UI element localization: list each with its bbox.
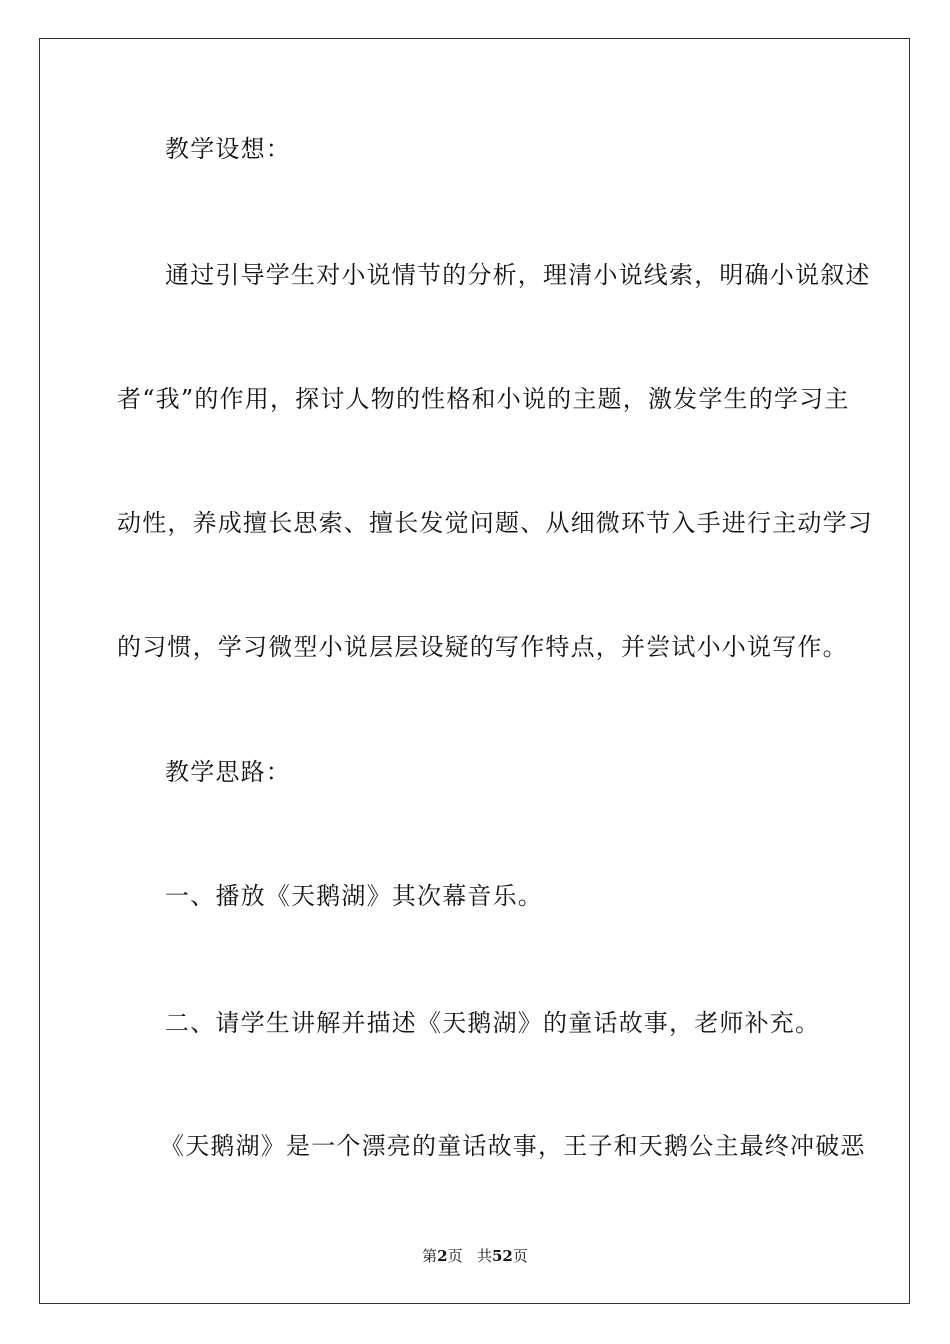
- paragraph-line: 的习惯，学习微型小说层层设疑的写作特点，并尝试小小说写作。: [117, 633, 848, 661]
- footer-page-suffix: 页: [447, 1247, 463, 1265]
- heading-teaching-approach: 教学思路：: [165, 758, 291, 786]
- footer-page-prefix: 第: [422, 1247, 438, 1265]
- footer-page-total: 52: [491, 1247, 513, 1265]
- paragraph-line: 通过引导学生对小说情节的分析，理清小说线索，明确小说叙述: [165, 261, 871, 289]
- page-footer: [0, 1246, 950, 1266]
- paragraph-line: 者“我”的作用，探讨人物的性格和小说的主题，激发学生的学习主: [117, 385, 850, 413]
- heading-teaching-idea: 教学设想：: [165, 135, 291, 163]
- footer-total-prefix: 共: [476, 1247, 492, 1265]
- footer-page-current: 2: [437, 1247, 448, 1265]
- paragraph-line: 《天鹅湖》是一个漂亮的童话故事，王子和天鹅公主最终冲破恶: [160, 1132, 866, 1160]
- step-item-1: 一、播放《天鹅湖》其次幕音乐。: [165, 882, 543, 910]
- paragraph-line: 动性，养成擅长思索、擅长发觉问题、从细微环节入手进行主动学习: [117, 509, 873, 537]
- page-border: [39, 38, 910, 1304]
- step-item-2: 二、请学生讲解并描述《天鹅湖》的童话故事，老师补充。: [165, 1009, 821, 1037]
- footer-total-suffix: 页: [512, 1247, 528, 1265]
